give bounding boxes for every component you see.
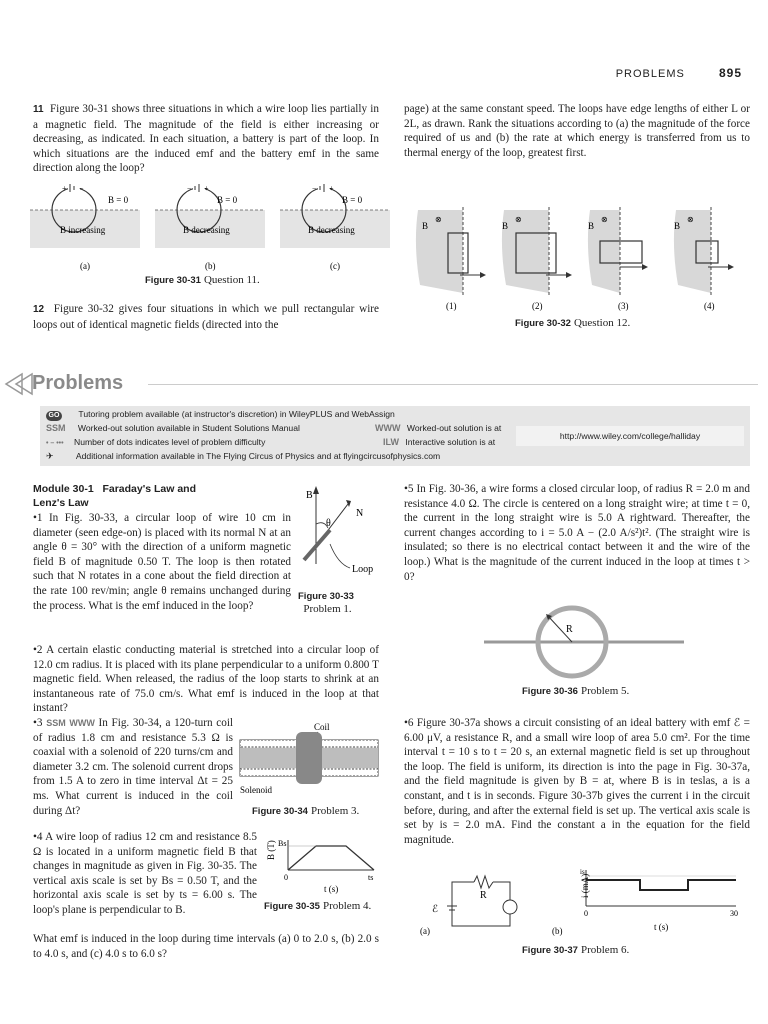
legend-row-go: GO Tutoring problem available (at instructor's discretion) in WileyPLUS and WebAssign <box>46 409 395 421</box>
svg-text:(2): (2) <box>532 301 543 311</box>
www-icon: WWW <box>69 718 95 728</box>
problems-title: Problems <box>32 372 124 394</box>
svg-text:⊗: ⊗ <box>687 215 694 224</box>
problems-title-banner <box>0 370 768 398</box>
legend-row-dots: • – ••• Number of dots indicates level of problem difficulty <box>46 437 266 447</box>
fig-30-33-theta-label: θ <box>326 518 331 529</box>
legend-row-ilw: ILW Interactive solution is at <box>383 437 496 447</box>
figure-30-34 <box>236 718 381 798</box>
legend-row-flying: ✈ Additional information available in The Flying Circus of Physics and at flyingcircusofphysics.com <box>46 451 441 461</box>
fig-30-36-caption: Figure 30-36 Problem 5. <box>522 685 630 697</box>
fig-30-34-coil-label: Coil <box>314 722 330 732</box>
svg-text:+: + <box>204 184 209 193</box>
svg-text:(4): (4) <box>704 301 715 311</box>
fig-30-37-xlabel: t (s) <box>654 922 669 932</box>
fig-30-37-graph <box>552 868 738 936</box>
svg-text:−: − <box>312 184 317 193</box>
legend-row-ssm: SSM Worked-out solution available in Student Solutions Manual <box>46 423 300 433</box>
question-12-part-1: 12 Figure 30-32 gives four situations in which we pull rectangular wire loops out of identical magnetic fields (directed into the <box>33 303 379 331</box>
www-icon: WWW <box>375 423 401 433</box>
fig-30-32-panel-1 <box>416 207 486 311</box>
fig-30-33-n-label: N <box>356 508 364 519</box>
fig-30-31-panel-b <box>155 184 265 271</box>
fig-30-33-loop-label: Loop <box>352 564 374 575</box>
svg-text:⊗: ⊗ <box>515 215 522 224</box>
ssm-icon: SSM <box>46 718 66 728</box>
fig-30-35-ylabel: B (T) <box>266 840 276 860</box>
fig-30-31-panel-a <box>30 184 140 271</box>
fig-30-31-a-b0: B = 0 <box>108 195 129 205</box>
fig-30-34-solenoid-label: Solenoid <box>240 785 273 795</box>
legend-row-www: WWW Worked-out solution is at <box>375 423 502 433</box>
svg-text:B: B <box>588 221 595 231</box>
module-heading: Module 30-1 Faraday's Law and Lenz's Law <box>33 483 196 509</box>
question-11-text: Figure 30-31 shows three situations in which a wire loop lies partially in a magnetic field. The magnitude of the field is either increasing or decreasing, as indicated. In each situation, a battery is part of the loop. In which situations are the induced emf and the battery emf in the same direction along the loop? <box>33 103 379 175</box>
fig-30-35-zero: 0 <box>284 873 288 882</box>
fig-30-37-circuit <box>420 876 517 936</box>
fig-30-33-caption: Figure 30-33 Problem 1. <box>298 591 354 615</box>
svg-text:−: − <box>187 184 192 193</box>
flying-circus-plane-icon: ✈ <box>46 451 54 461</box>
header-section: PROBLEMS <box>615 68 685 80</box>
svg-text:−: − <box>79 184 84 193</box>
problem-1: •1 In Fig. 30-33, a circular loop of wire 10 cm in diameter (seen edge-on) is placed with its normal N at an angle θ = 30° with the direction of a uniform magnetic field B of magnitude 0.50 T. The loop is then rotated such that N rotates in a cone about the field direction at the rate 100 rev/min; angle θ remains unchanged during the process. What is the emf induced in the loop? <box>33 512 291 612</box>
fig-30-31-panel-c <box>280 184 390 271</box>
problem-4: •4 A wire loop of radius 12 cm and resistance 8.5 Ω is located in a uniform magnetic field B that changes in magnitude as given in Fig. 30-35. The vertical axis scale is set by Bs = 0.50 T, and the horizontal axis scale is set by ts = 6.00 s. The loop's plane is perpendicular to B. <box>33 831 257 916</box>
svg-text:+: + <box>329 184 334 193</box>
question-11: 11 Figure 30-31 shows three situations in which a wire loop lies partially in a magnetic field. The magnitude of the field is either increasing or decreasing, as indicated. In each situation, a battery is part of the loop. In which situations are the induced emf and the battery emf in the same direction along the loop? <box>33 103 379 175</box>
fig-30-35-xlabel: t (s) <box>324 884 339 894</box>
fig-30-31-a-label: (a) <box>80 261 90 271</box>
ilw-icon: ILW <box>383 437 399 447</box>
fig-30-37-emf: ℰ <box>432 904 439 915</box>
svg-text:⊗: ⊗ <box>601 215 608 224</box>
fig-30-33-b-label: B <box>306 490 313 501</box>
problem-6: •6 Figure 30-37a shows a circuit consisting of an ideal battery with emf ℰ = 6.00 μV, a resistance R, and a small wire loop of area 5.0 cm². For the time interval t = 10 s to t = 20 s, an external magnetic field is set up throughout the loop. The field is uniform, its direction is into the page in Fig. 30-37a, and the field magnitude is given by B = at, where B is in teslas, a is a constant, and t is in seconds. Figure 30-37b gives the current i in the circuit before, during, and after the external field is set up. The vertical axis scale is set by is = 2.0 mA. Find the constant a in the equation for the field magnitude. <box>404 717 750 846</box>
fig-30-37-b-label: (b) <box>552 926 563 936</box>
difficulty-dots-icon: • – ••• <box>46 440 64 447</box>
fig-30-32-caption: Figure 30-32 Question 12. <box>515 317 631 329</box>
fig-30-31-caption: Figure 30-31 Question 11. <box>145 274 260 286</box>
svg-text:B: B <box>422 221 429 231</box>
figure-30-33 <box>296 484 386 594</box>
icon-legend <box>40 406 750 466</box>
halliday-url[interactable]: http://www.wiley.com/college/halliday <box>516 426 744 446</box>
fig-30-37-zero: 0 <box>584 909 588 918</box>
figure-30-36 <box>484 604 684 680</box>
svg-text:⊗: ⊗ <box>435 215 442 224</box>
fig-30-37-is: is <box>580 868 585 876</box>
fig-30-34-caption: Figure 30-34 Problem 3. <box>252 805 360 817</box>
fig-30-37-ylabel: i (mA) <box>580 873 590 898</box>
running-header <box>616 66 742 80</box>
problem-5: •5 In Fig. 30-36, a wire forms a closed circular loop, of radius R = 2.0 m and resistance 4.0 Ω. The circle is centered on a long straight wire; at time t = 0, the current in the long straight wire is 5.0 A rightward. Thereafter, the current changes according to i = 5.0 A − (2.0 A/s²)t². (The straight wire is insulated; so there is no electrical contact between it and the wire of the loop.) What is the magnitude of the current induced in the loop at times t > 0? <box>404 483 750 583</box>
fig-30-32-panel-2 <box>502 207 572 311</box>
svg-text:B: B <box>502 221 509 231</box>
figure-30-37 <box>414 866 750 938</box>
fig-30-37-thirty: 30 <box>730 909 738 918</box>
problem-4-continued: What emf is induced in the loop during time intervals (a) 0 to 2.0 s, (b) 2.0 s to 4.0 s, and (c) 4.0 s to 6.0 s? <box>33 933 379 960</box>
fig-30-32-panel-3 <box>588 207 648 311</box>
fig-30-35-bs: Bs <box>278 839 287 848</box>
figure-30-31 <box>30 183 390 273</box>
svg-text:B: B <box>674 221 681 231</box>
fig-30-37-a-label: (a) <box>420 926 430 936</box>
fig-30-31-a-bnote: B increasing <box>60 225 106 235</box>
svg-text:(1): (1) <box>446 301 457 311</box>
fig-30-32-panel-4 <box>674 207 734 311</box>
header-page-number: 895 <box>718 66 742 80</box>
figure-30-32 <box>408 205 748 315</box>
figure-30-35 <box>258 836 382 898</box>
question-12-part-2: page) at the same constant speed. The loops have edge lengths of either L or 2L, as drawn. Rank the situations according to (a) the magnitude of the force required of us and (b) the rate at which energy is transferred from us to thermal energy of the loop, greatest first. <box>404 103 750 159</box>
fig-30-31-c-label: (c) <box>330 261 340 271</box>
go-icon: GO <box>46 411 62 421</box>
problem-2: •2 A certain elastic conducting material is stretched into a circular loop of 12.0 cm radius. It is placed with its plane perpendicular to a uniform 0.800 T magnetic field. When released, the radius of the loop starts to shrink at an instantaneous rate of 75.0 cm/s. What emf is induced in the loop at that instant? <box>33 644 379 715</box>
svg-text:+: + <box>62 184 67 193</box>
fig-30-31-b-b0: B = 0 <box>217 195 238 205</box>
fig-30-35-caption: Figure 30-35 Problem 4. <box>264 900 372 912</box>
fig-30-37-r: R <box>480 890 487 901</box>
fig-30-35-ts: ts <box>368 873 374 882</box>
svg-text:(3): (3) <box>618 301 629 311</box>
fig-30-31-b-bnote: B decreasing <box>183 225 230 235</box>
fig-30-31-b-label: (b) <box>205 261 216 271</box>
fig-30-37-caption: Figure 30-37 Problem 6. <box>522 944 630 956</box>
fig-30-31-c-bnote: B decreasing <box>308 225 355 235</box>
problem-3: •3 SSM WWW In Fig. 30-34, a 120-turn coil of radius 1.8 cm and resistance 5.3 Ω is coaxial with a solenoid of 220 turns/cm and diameter 3.2 cm. The solenoid current drops from 1.5 A to zero in time interval Δt = 25 ms. What current is induced in the coil during Δt? <box>33 717 234 817</box>
fig-30-31-c-b0: B = 0 <box>342 195 363 205</box>
ssm-icon: SSM <box>46 423 66 433</box>
fig-30-36-r-label: R <box>566 624 573 635</box>
